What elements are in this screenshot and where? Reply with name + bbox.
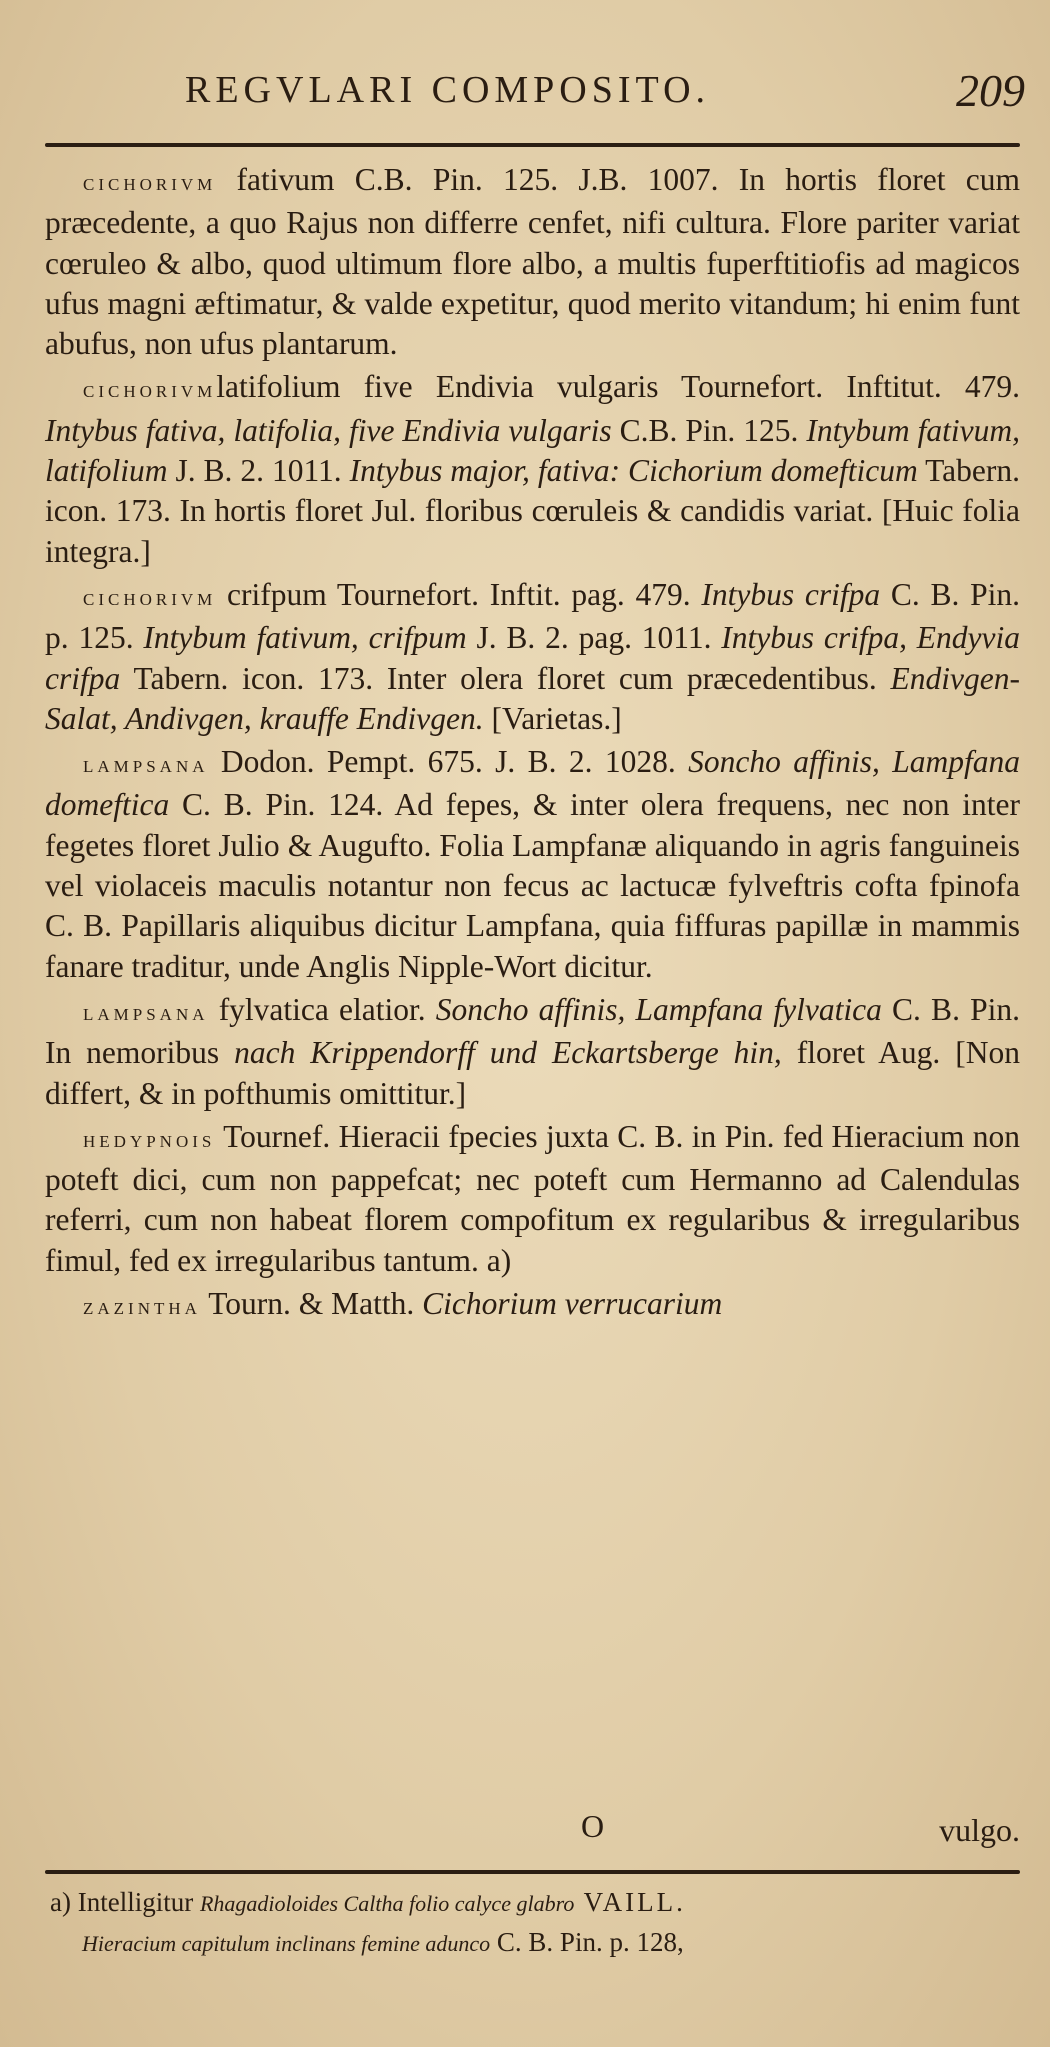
footnote-text: C. B. Pin. p. 128,	[490, 1927, 684, 1957]
italic-text: Intybus crifpa, Endyvia crifpa	[45, 620, 1021, 696]
entry-lead-word: lampsana	[83, 999, 209, 1026]
entry-lead-word: cichorivm	[83, 584, 217, 611]
footnote-text: Hieracium capitulum inclinans femine adunco	[82, 1931, 491, 1956]
entry-paragraph	[45, 575, 1020, 739]
header-rule	[45, 143, 1020, 147]
catch-line	[45, 1808, 1030, 1852]
entry-lead-word: hedypnois	[83, 1126, 216, 1153]
italic-text: Endivgen-Salat, Andivgen, krauffe Endivgen.	[45, 660, 1020, 736]
entry-paragraph	[45, 990, 1020, 1114]
page-number: 209	[956, 65, 1025, 116]
footnote-text: VAILL.	[574, 1887, 686, 1917]
italic-text: Intybus crifpa	[701, 576, 881, 612]
footnote-text: a) Intelligitur	[50, 1887, 200, 1917]
entry-text: C. B. Pin. p. 125.	[45, 576, 1020, 656]
entry-text: C. B. Pin. In nemoribus	[45, 991, 1020, 1071]
entry-text: C.B. Pin. 125.	[611, 412, 807, 448]
entry-text: Tabern. icon. 173. Inter olera floret cum præcedentibus.	[120, 660, 891, 696]
italic-text: Intybum fativum, latifolium	[45, 412, 1020, 489]
running-head	[185, 65, 1025, 128]
catchword: vulgo.	[939, 1812, 1020, 1848]
entry-text: crifpum Tournefort. Inftit. pag. 479.	[216, 576, 702, 612]
footnote-line	[50, 1883, 1015, 1923]
entry-text: J. B. 2. pag. 1011.	[466, 620, 722, 656]
entry-text: Tabern. icon. 173. In hortis floret Jul. floribus cœruleis & candidis variat. [Huic folia integra.]	[45, 453, 1020, 569]
italic-text: nach Krippendorff und Eckartsberge hin,	[234, 1035, 782, 1071]
italic-text: Cichorium verrucarium	[422, 1286, 723, 1322]
italic-text: Intybus fativa, latifolia, five Endivia vulgaris	[45, 412, 612, 448]
italic-text: Intybus major, fativa: Cichorium domefticum	[349, 453, 918, 489]
entry-text: C. B. Pin. 124. Ad fepes, & inter olera frequens, nec non inter fegetes floret Julio & Augufto. Folia Lampfanæ aliquando in agris fanguineis vel violaceis maculis notantur non fecus ac lactucæ fylveftris cofta fpinofa C. B. Papillaris aliquibus dicitur Lampfana, quia fiffuras papillæ in mammis fanare traditur, unde Anglis Nipple-Wort dicitur.	[45, 787, 1020, 984]
entry-paragraph	[45, 367, 1020, 571]
entry-text: fativum C.B. Pin. 125. J.B. 1007. In hortis floret cum præcedente, a quo Rajus non differre cenfet, nifi cultura. Flore pariter variat cœruleo & albo, quod ultimum flore albo, a multis fuperftitiofis ad magicos ufus magni æftimatur, & valde expetitur, quod merito vitandum; hi enim funt abufus, non ufus plantarum.	[45, 162, 1020, 362]
entry-paragraph	[45, 160, 1020, 364]
entry-text: Dodon. Pempt. 675. J. B. 2. 1028.	[208, 744, 689, 780]
entry-text: latifolium five Endivia vulgaris Tournefort. Inftitut. 479.	[216, 369, 1020, 405]
entry-lead-word: cichorivm	[83, 170, 217, 196]
body-text	[45, 160, 1020, 1330]
entry-text: Tournef. Hieracii fpecies juxta C. B. in Pin. fed Hieracium non poteft dici, cum non pappefcat; nec poteft cum Hermanno ad Calendulas referri, cum non habeat florem compofitum ex regularibus & irregularibus fimul, fed ex irregularibus tantum. a)	[45, 1118, 1020, 1278]
italic-text: Soncho affinis, Lampfana domeftica	[45, 744, 1020, 823]
italic-text: Soncho affinis, Lampfana fylvatica	[435, 991, 882, 1027]
entry-lead-word: lampsana	[83, 752, 209, 779]
entry-text: J. B. 2. 1011.	[167, 453, 350, 489]
entry-text: floret Aug. [Non differt, & in pofthumis omittitur.]	[45, 1035, 1020, 1111]
italic-text: Intybum fativum, crifpum	[143, 620, 467, 656]
signature-mark: O	[581, 1808, 605, 1844]
entry-paragraph	[45, 1117, 1020, 1281]
entry-text: fylvatica elatior.	[208, 991, 436, 1027]
entry-lead-word: cichorivm	[83, 377, 217, 404]
footnote-text: Rhagadioloides Caltha folio calyce glabro	[199, 1891, 575, 1916]
entry-text: [Varietas.]	[483, 700, 622, 736]
entry-paragraph	[45, 1284, 1020, 1327]
entry-lead-word: zazintha	[83, 1294, 201, 1321]
entry-paragraph	[45, 742, 1020, 987]
footnote-rule	[45, 1870, 1020, 1874]
entry-text: Tourn. & Matth.	[200, 1286, 423, 1322]
footnote-line	[50, 1923, 1015, 1963]
footnote	[50, 1883, 1015, 1963]
running-title: REGVLARI COMPOSITO.	[185, 69, 711, 111]
